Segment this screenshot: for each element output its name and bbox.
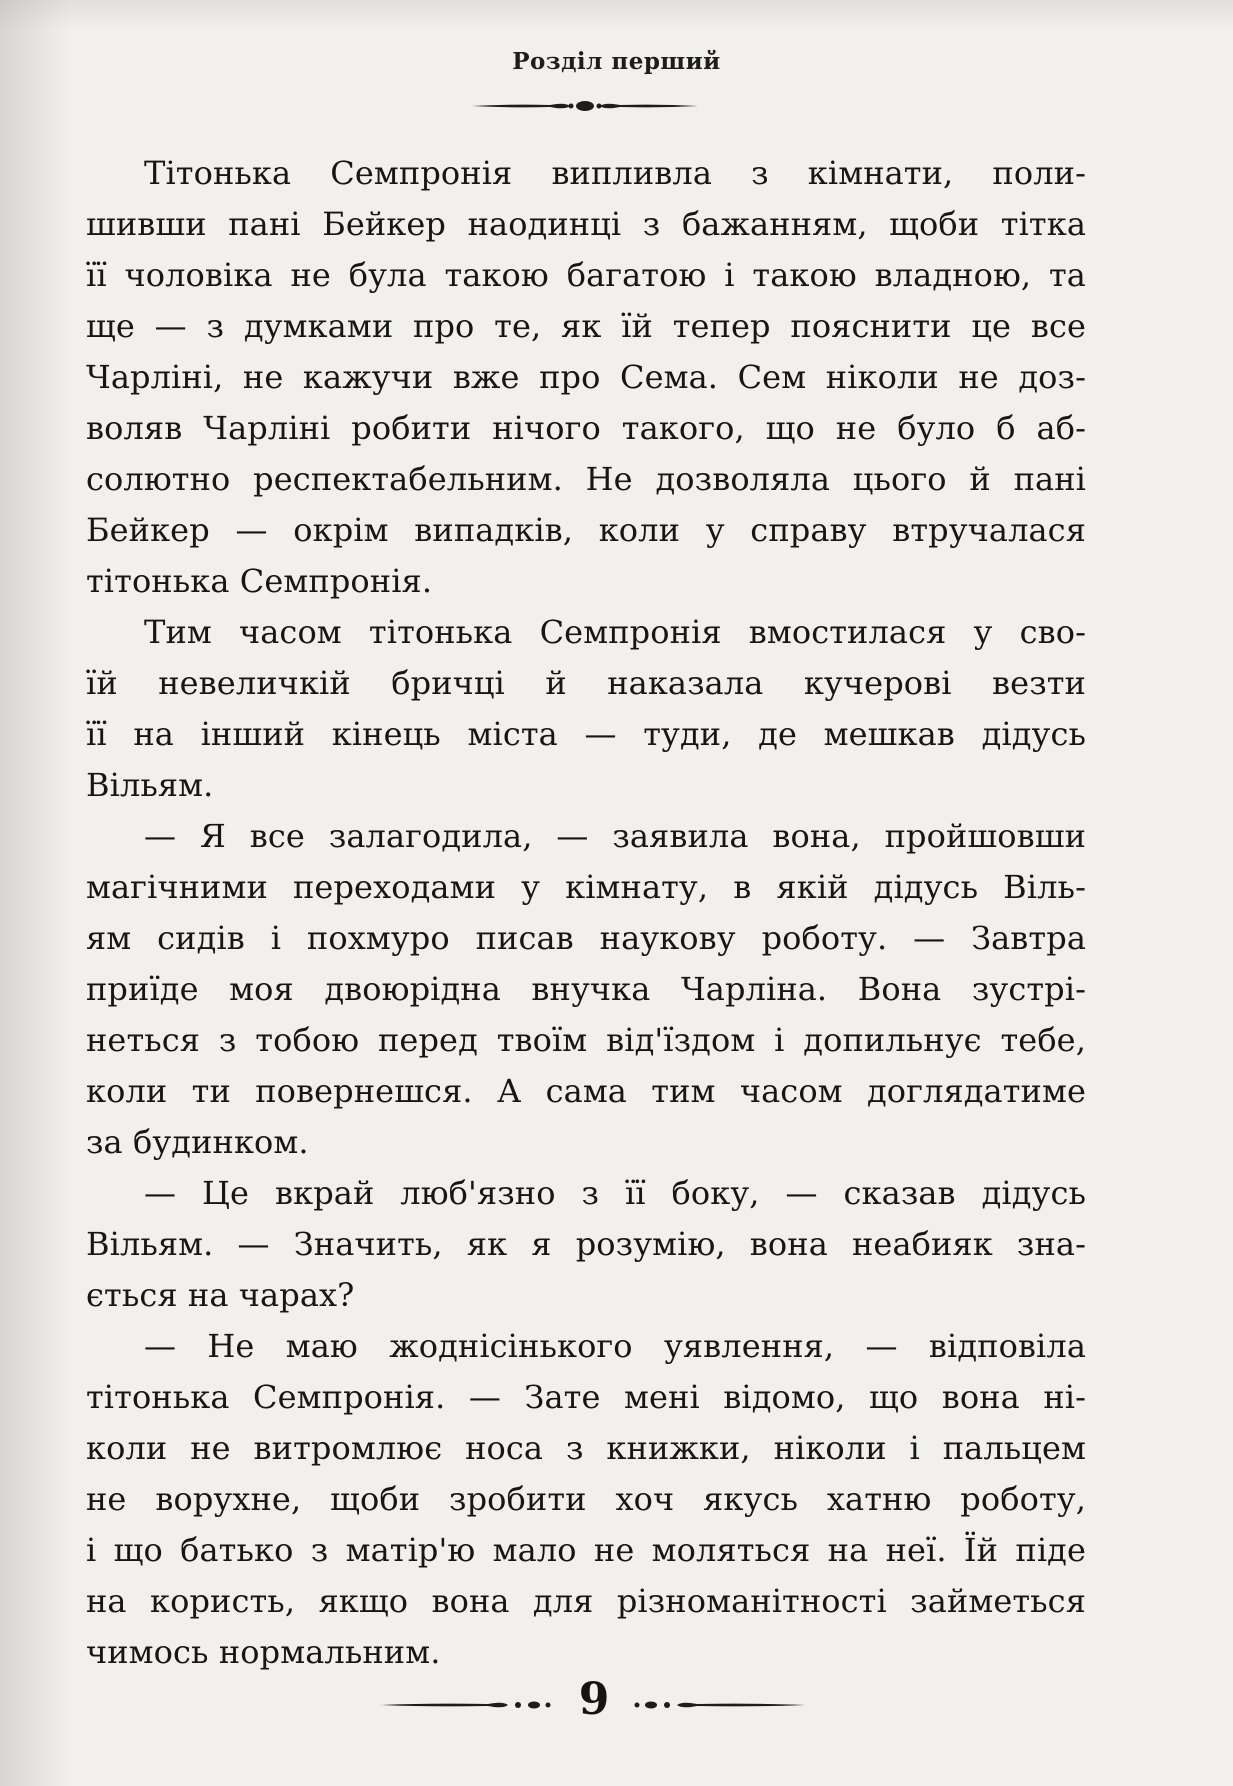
text-line: тітонька Семпронія.: [86, 562, 433, 600]
page-number: 9: [578, 1674, 610, 1725]
text-line: на користь, якщо вона для різноманітності займеться: [86, 1582, 1086, 1620]
header-ornament-icon: [470, 98, 700, 114]
text-line: Тим часом тітонька Семпронія вмостилася у сво-: [144, 613, 1086, 651]
text-line: шивши пані Бейкер наодинці з бажанням, щоби тітка: [86, 205, 1086, 243]
text-line: ям сидів і похмуро писав наукову роботу. — Завтра: [86, 919, 1086, 957]
footer-ornament-left-icon: [378, 1698, 553, 1712]
text-line: магічними переходами у кімнату, в якій дідусь Віль-: [86, 868, 1086, 906]
text-line: Вільям.: [86, 766, 214, 804]
text-line: коли ти повернешся. А сама тим часом доглядатиме: [86, 1072, 1086, 1110]
text-line: приїде моя двоюрідна внучка Чарліна. Вона зустрі-: [86, 970, 1086, 1008]
text-line: ється на чарах?: [86, 1276, 355, 1314]
text-line: воляв Чарліні робити нічого такого, що не було б аб-: [86, 409, 1086, 447]
footer-ornament-right-icon: [632, 1698, 807, 1712]
text-line: їй невеличкій бричці й наказала кучерові везти: [86, 664, 1086, 702]
text-line: тітонька Семпронія. — Зате мені відомо, що вона ні-: [86, 1378, 1086, 1416]
text-line: її чоловіка не була такою багатою і такою владною, та: [86, 256, 1086, 294]
text-line: Тітонька Семпронія випливла з кімнати, поли-: [144, 154, 1086, 192]
text-line: коли не витромлює носа з книжки, ніколи і пальцем: [86, 1429, 1086, 1467]
text-line: — Я все залагодила, — заявила вона, пройшовши: [144, 817, 1086, 855]
page-gutter-shadow: [0, 0, 70, 1786]
text-line: — Не маю жоднісінького уявлення, — відповіла: [144, 1327, 1086, 1365]
text-line: за будинком.: [86, 1123, 309, 1161]
text-line: її на інший кінець міста — туди, де мешкав дідусь: [86, 715, 1086, 753]
page-top-shadow: [0, 0, 1233, 30]
text-line: солютно респектабельним. Не дозволяла цього й пані: [86, 460, 1086, 498]
text-line: не ворухне, щоби зробити хоч якусь хатню роботу,: [86, 1480, 1086, 1518]
chapter-header: Розділ перший: [512, 48, 721, 75]
text-line: чимось нормальним.: [86, 1633, 441, 1671]
text-line: і що батько з матір'ю мало не моляться на неї. Їй піде: [86, 1531, 1086, 1569]
text-line: ще — з думками про те, як їй тепер пояснити це все: [86, 307, 1086, 345]
text-line: Вільям. — Значить, як я розумію, вона неабияк зна-: [86, 1225, 1086, 1263]
text-line: — Це вкрай люб'язно з її боку, — сказав дідусь: [144, 1174, 1086, 1212]
page-footer: [0, 1674, 1233, 1734]
body-text: [86, 148, 1086, 1678]
text-line: неться з тобою перед твоїм від'їздом і допильнує тебе,: [86, 1021, 1086, 1059]
text-line: Бейкер — окрім випадків, коли у справу втручалася: [86, 511, 1086, 549]
text-line: Чарліні, не кажучи вже про Сема. Сем ніколи не доз-: [86, 358, 1086, 396]
